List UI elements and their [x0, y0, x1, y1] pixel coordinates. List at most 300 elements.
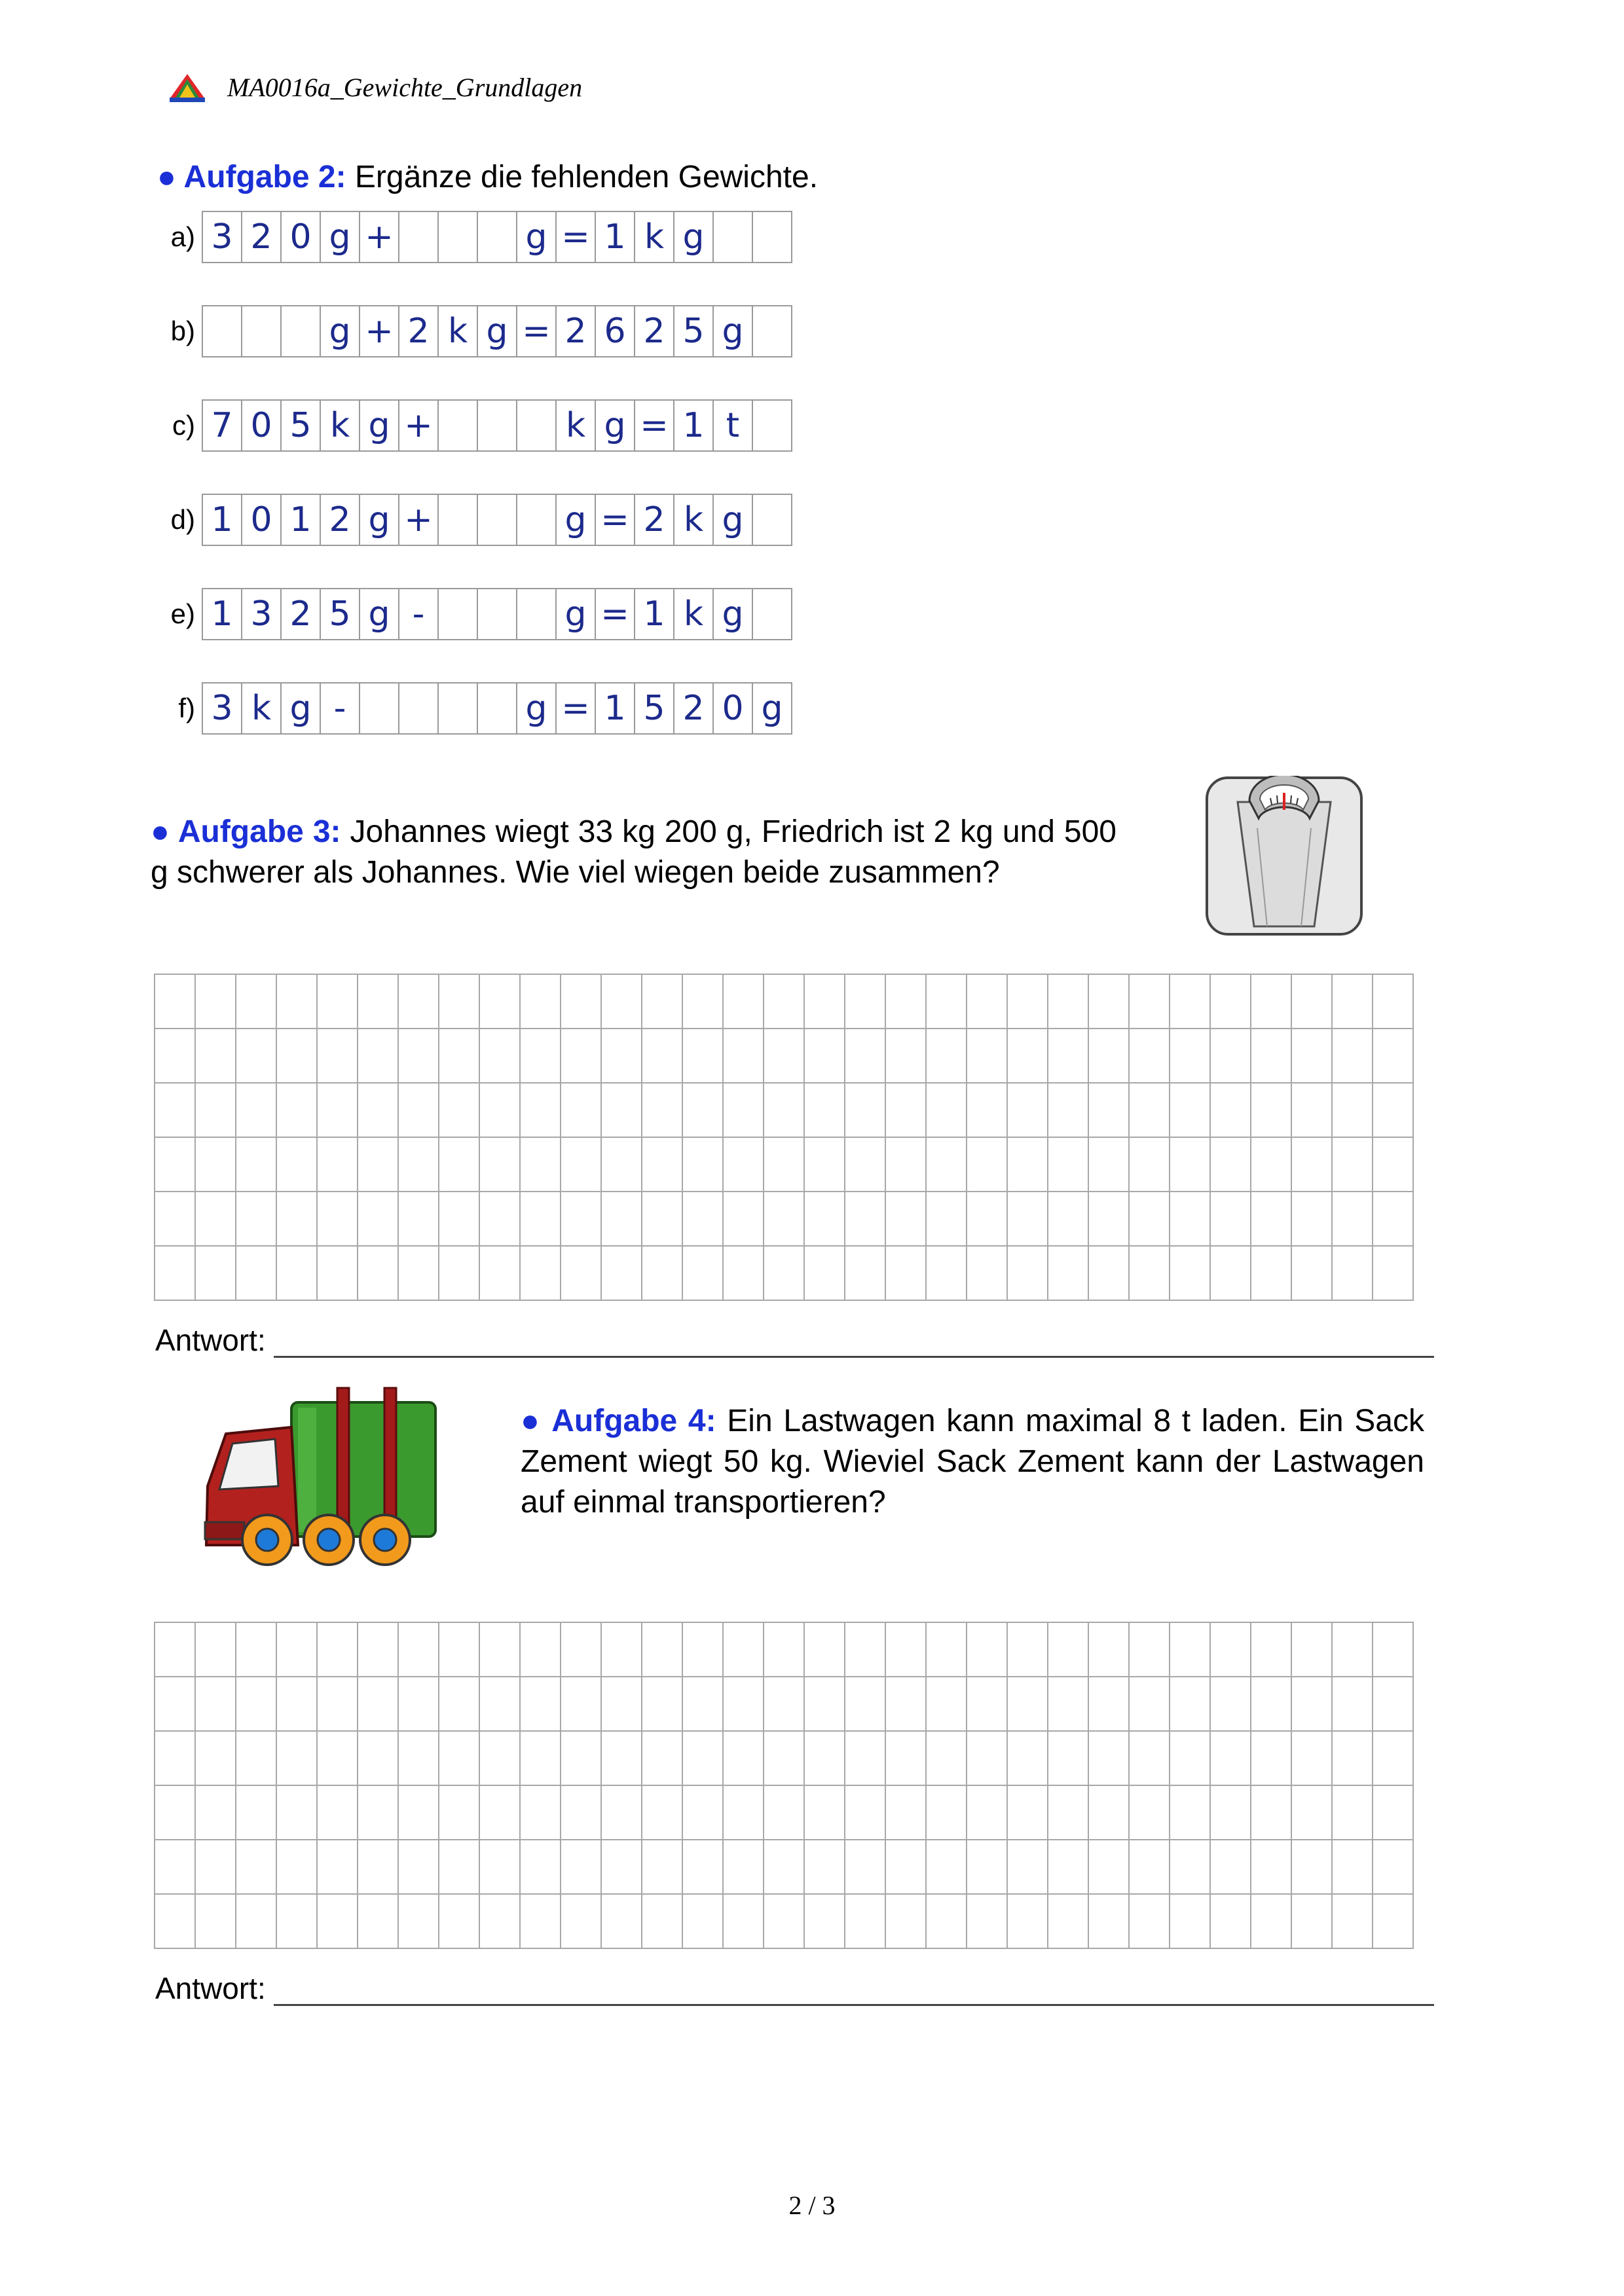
- grid-cell[interactable]: [724, 1786, 764, 1840]
- grid-cell[interactable]: [1251, 1192, 1292, 1247]
- grid-cell[interactable]: [521, 1732, 561, 1786]
- grid-cell[interactable]: [683, 1786, 724, 1840]
- grid-cell[interactable]: [642, 1786, 683, 1840]
- grid-cell[interactable]: [602, 1084, 642, 1138]
- grid-cell[interactable]: [561, 1192, 602, 1247]
- grid-cell[interactable]: [1292, 1677, 1333, 1732]
- grid-cell[interactable]: [1089, 1029, 1130, 1084]
- grid-cell[interactable]: [1373, 975, 1414, 1029]
- grid-cell[interactable]: [967, 1732, 1008, 1786]
- grid-cell[interactable]: [277, 1192, 318, 1247]
- grid-cell[interactable]: [845, 1677, 886, 1732]
- grid-cell[interactable]: [196, 1084, 236, 1138]
- grid-cell[interactable]: [521, 1084, 561, 1138]
- answer-cell[interactable]: [439, 494, 478, 546]
- grid-cell[interactable]: [1008, 1247, 1048, 1301]
- grid-cell[interactable]: [1251, 1029, 1292, 1084]
- grid-cell[interactable]: [1292, 1840, 1333, 1895]
- grid-cell[interactable]: [1008, 1192, 1048, 1247]
- grid-cell[interactable]: [1333, 1786, 1373, 1840]
- grid-cell[interactable]: [236, 1677, 277, 1732]
- grid-cell[interactable]: [967, 1786, 1008, 1840]
- grid-cell[interactable]: [724, 1732, 764, 1786]
- grid-cell[interactable]: [1292, 1895, 1333, 1949]
- answer-cell[interactable]: [282, 305, 321, 357]
- grid-cell[interactable]: [1211, 1138, 1251, 1192]
- grid-cell[interactable]: [155, 1840, 196, 1895]
- grid-cell[interactable]: [845, 1732, 886, 1786]
- grid-cell[interactable]: [764, 1138, 805, 1192]
- grid-cell[interactable]: [845, 1192, 886, 1247]
- grid-cell[interactable]: [1251, 975, 1292, 1029]
- grid-cell[interactable]: [1089, 1138, 1130, 1192]
- grid-cell[interactable]: [724, 975, 764, 1029]
- grid-cell[interactable]: [277, 1138, 318, 1192]
- answer-cell[interactable]: [478, 588, 517, 640]
- grid-cell[interactable]: [967, 1895, 1008, 1949]
- answer-cell[interactable]: [517, 399, 557, 452]
- grid-cell[interactable]: [764, 1623, 805, 1677]
- grid-cell[interactable]: [683, 1084, 724, 1138]
- grid-cell[interactable]: [561, 1840, 602, 1895]
- grid-cell[interactable]: [1048, 975, 1089, 1029]
- grid-cell[interactable]: [602, 1192, 642, 1247]
- grid-cell[interactable]: [1211, 1732, 1251, 1786]
- grid-cell[interactable]: [724, 1623, 764, 1677]
- grid-cell[interactable]: [1048, 1623, 1089, 1677]
- grid-cell[interactable]: [602, 1786, 642, 1840]
- grid-cell[interactable]: [1089, 1623, 1130, 1677]
- grid-cell[interactable]: [886, 1840, 927, 1895]
- answer-cell[interactable]: [478, 494, 517, 546]
- grid-cell[interactable]: [683, 1247, 724, 1301]
- grid-cell[interactable]: [927, 1029, 967, 1084]
- grid-cell[interactable]: [1251, 1895, 1292, 1949]
- grid-cell[interactable]: [236, 1138, 277, 1192]
- grid-cell[interactable]: [967, 1029, 1008, 1084]
- grid-cell[interactable]: [155, 1623, 196, 1677]
- grid-cell[interactable]: [1089, 1786, 1130, 1840]
- grid-cell[interactable]: [1048, 1677, 1089, 1732]
- grid-cell[interactable]: [886, 1084, 927, 1138]
- grid-cell[interactable]: [358, 975, 399, 1029]
- grid-cell[interactable]: [805, 1084, 845, 1138]
- grid-cell[interactable]: [277, 1084, 318, 1138]
- grid-cell[interactable]: [845, 1029, 886, 1084]
- grid-cell[interactable]: [1292, 1138, 1333, 1192]
- grid-cell[interactable]: [602, 1895, 642, 1949]
- grid-cell[interactable]: [561, 1623, 602, 1677]
- grid-cell[interactable]: [196, 1247, 236, 1301]
- grid-cell[interactable]: [1211, 975, 1251, 1029]
- grid-cell[interactable]: [805, 1029, 845, 1084]
- grid-cell[interactable]: [805, 1623, 845, 1677]
- grid-cell[interactable]: [1008, 1677, 1048, 1732]
- grid-cell[interactable]: [318, 1084, 358, 1138]
- grid-cell[interactable]: [602, 975, 642, 1029]
- grid-cell[interactable]: [1333, 1677, 1373, 1732]
- answer-cell[interactable]: [753, 305, 792, 357]
- grid-cell[interactable]: [358, 1138, 399, 1192]
- grid-cell[interactable]: [927, 1192, 967, 1247]
- grid-cell[interactable]: [967, 1840, 1008, 1895]
- grid-cell[interactable]: [399, 1623, 439, 1677]
- grid-cell[interactable]: [927, 975, 967, 1029]
- grid-cell[interactable]: [1089, 1732, 1130, 1786]
- grid-cell[interactable]: [480, 1623, 521, 1677]
- grid-cell[interactable]: [277, 1623, 318, 1677]
- grid-cell[interactable]: [845, 1840, 886, 1895]
- grid-cell[interactable]: [1008, 1895, 1048, 1949]
- grid-cell[interactable]: [318, 1029, 358, 1084]
- grid-cell[interactable]: [1008, 1732, 1048, 1786]
- grid-cell[interactable]: [196, 1677, 236, 1732]
- grid-cell[interactable]: [1130, 1192, 1170, 1247]
- grid-cell[interactable]: [561, 1677, 602, 1732]
- grid-cell[interactable]: [764, 975, 805, 1029]
- grid-cell[interactable]: [480, 1247, 521, 1301]
- grid-cell[interactable]: [236, 1732, 277, 1786]
- grid-cell[interactable]: [683, 1732, 724, 1786]
- grid-cell[interactable]: [1008, 1840, 1048, 1895]
- grid-cell[interactable]: [358, 1732, 399, 1786]
- grid-cell[interactable]: [1130, 1895, 1170, 1949]
- grid-cell[interactable]: [439, 1623, 480, 1677]
- grid-cell[interactable]: [521, 1623, 561, 1677]
- grid-cell[interactable]: [318, 1895, 358, 1949]
- grid-cell[interactable]: [439, 1029, 480, 1084]
- grid-cell[interactable]: [439, 1895, 480, 1949]
- grid-cell[interactable]: [1211, 1840, 1251, 1895]
- grid-cell[interactable]: [1373, 1677, 1414, 1732]
- grid-cell[interactable]: [1292, 1247, 1333, 1301]
- answer-cell[interactable]: [478, 399, 517, 452]
- grid-cell[interactable]: [602, 1138, 642, 1192]
- grid-cell[interactable]: [1292, 1029, 1333, 1084]
- grid-cell[interactable]: [1048, 1732, 1089, 1786]
- grid-cell[interactable]: [1170, 975, 1211, 1029]
- grid-cell[interactable]: [399, 1786, 439, 1840]
- grid-cell[interactable]: [1211, 1029, 1251, 1084]
- grid-cell[interactable]: [1333, 1895, 1373, 1949]
- grid-cell[interactable]: [1170, 1840, 1211, 1895]
- grid-cell[interactable]: [521, 1192, 561, 1247]
- grid-cell[interactable]: [521, 1840, 561, 1895]
- grid-cell[interactable]: [318, 1192, 358, 1247]
- answer-cell[interactable]: [439, 588, 478, 640]
- grid-cell[interactable]: [1211, 1895, 1251, 1949]
- grid-cell[interactable]: [967, 1192, 1008, 1247]
- grid-cell[interactable]: [1170, 1138, 1211, 1192]
- grid-cell[interactable]: [521, 1247, 561, 1301]
- grid-cell[interactable]: [561, 1084, 602, 1138]
- grid-cell[interactable]: [399, 1840, 439, 1895]
- answer-cell[interactable]: [753, 588, 792, 640]
- task4-work-grid[interactable]: [154, 1622, 1414, 1949]
- grid-cell[interactable]: [277, 975, 318, 1029]
- grid-cell[interactable]: [196, 1732, 236, 1786]
- grid-cell[interactable]: [155, 1192, 196, 1247]
- grid-cell[interactable]: [967, 1677, 1008, 1732]
- grid-cell[interactable]: [1292, 1192, 1333, 1247]
- grid-cell[interactable]: [155, 1029, 196, 1084]
- grid-cell[interactable]: [358, 1247, 399, 1301]
- grid-cell[interactable]: [724, 1247, 764, 1301]
- grid-cell[interactable]: [1130, 1677, 1170, 1732]
- grid-cell[interactable]: [196, 1029, 236, 1084]
- grid-cell[interactable]: [1211, 1623, 1251, 1677]
- grid-cell[interactable]: [1373, 1895, 1414, 1949]
- answer-cell[interactable]: [478, 211, 517, 263]
- grid-cell[interactable]: [1130, 1840, 1170, 1895]
- grid-cell[interactable]: [1170, 1192, 1211, 1247]
- grid-cell[interactable]: [886, 1138, 927, 1192]
- grid-cell[interactable]: [845, 1786, 886, 1840]
- grid-cell[interactable]: [1373, 1029, 1414, 1084]
- grid-cell[interactable]: [318, 1677, 358, 1732]
- answer-cell[interactable]: [517, 494, 557, 546]
- grid-cell[interactable]: [196, 1192, 236, 1247]
- grid-cell[interactable]: [1251, 1677, 1292, 1732]
- grid-cell[interactable]: [439, 1840, 480, 1895]
- grid-cell[interactable]: [642, 1192, 683, 1247]
- grid-cell[interactable]: [1251, 1840, 1292, 1895]
- grid-cell[interactable]: [561, 1895, 602, 1949]
- grid-cell[interactable]: [1130, 1247, 1170, 1301]
- grid-cell[interactable]: [1211, 1677, 1251, 1732]
- answer-cell[interactable]: [439, 211, 478, 263]
- grid-cell[interactable]: [886, 1623, 927, 1677]
- grid-cell[interactable]: [196, 1623, 236, 1677]
- grid-cell[interactable]: [927, 1732, 967, 1786]
- grid-cell[interactable]: [927, 1247, 967, 1301]
- grid-cell[interactable]: [642, 1732, 683, 1786]
- grid-cell[interactable]: [1211, 1247, 1251, 1301]
- grid-cell[interactable]: [1008, 1138, 1048, 1192]
- grid-cell[interactable]: [480, 1029, 521, 1084]
- grid-cell[interactable]: [602, 1677, 642, 1732]
- grid-cell[interactable]: [967, 1084, 1008, 1138]
- grid-cell[interactable]: [196, 1138, 236, 1192]
- grid-cell[interactable]: [602, 1029, 642, 1084]
- grid-cell[interactable]: [318, 1732, 358, 1786]
- grid-cell[interactable]: [1048, 1840, 1089, 1895]
- grid-cell[interactable]: [1333, 1247, 1373, 1301]
- grid-cell[interactable]: [1333, 1029, 1373, 1084]
- grid-cell[interactable]: [358, 1084, 399, 1138]
- grid-cell[interactable]: [642, 1677, 683, 1732]
- grid-cell[interactable]: [521, 1029, 561, 1084]
- grid-cell[interactable]: [764, 1840, 805, 1895]
- grid-cell[interactable]: [1130, 1084, 1170, 1138]
- grid-cell[interactable]: [927, 1084, 967, 1138]
- grid-cell[interactable]: [1089, 1247, 1130, 1301]
- grid-cell[interactable]: [967, 975, 1008, 1029]
- grid-cell[interactable]: [480, 1192, 521, 1247]
- grid-cell[interactable]: [480, 975, 521, 1029]
- grid-cell[interactable]: [277, 1247, 318, 1301]
- grid-cell[interactable]: [1373, 1084, 1414, 1138]
- grid-cell[interactable]: [805, 1732, 845, 1786]
- grid-cell[interactable]: [642, 1623, 683, 1677]
- grid-cell[interactable]: [1251, 1138, 1292, 1192]
- grid-cell[interactable]: [196, 1840, 236, 1895]
- grid-cell[interactable]: [967, 1623, 1008, 1677]
- grid-cell[interactable]: [764, 1192, 805, 1247]
- grid-cell[interactable]: [439, 975, 480, 1029]
- answer-cell[interactable]: [242, 305, 282, 357]
- grid-cell[interactable]: [318, 975, 358, 1029]
- grid-cell[interactable]: [1089, 1840, 1130, 1895]
- grid-cell[interactable]: [886, 975, 927, 1029]
- grid-cell[interactable]: [967, 1247, 1008, 1301]
- grid-cell[interactable]: [683, 975, 724, 1029]
- grid-cell[interactable]: [480, 1732, 521, 1786]
- grid-cell[interactable]: [155, 1247, 196, 1301]
- grid-cell[interactable]: [439, 1786, 480, 1840]
- grid-cell[interactable]: [480, 1895, 521, 1949]
- grid-cell[interactable]: [642, 1840, 683, 1895]
- grid-cell[interactable]: [318, 1623, 358, 1677]
- grid-cell[interactable]: [236, 1247, 277, 1301]
- grid-cell[interactable]: [521, 1786, 561, 1840]
- grid-cell[interactable]: [1008, 1084, 1048, 1138]
- grid-cell[interactable]: [1333, 1192, 1373, 1247]
- grid-cell[interactable]: [236, 1623, 277, 1677]
- grid-cell[interactable]: [845, 1138, 886, 1192]
- grid-cell[interactable]: [1048, 1138, 1089, 1192]
- grid-cell[interactable]: [1333, 975, 1373, 1029]
- grid-cell[interactable]: [764, 1677, 805, 1732]
- grid-cell[interactable]: [1089, 1192, 1130, 1247]
- grid-cell[interactable]: [1170, 1623, 1211, 1677]
- task4-answer-line[interactable]: [274, 2001, 1434, 2006]
- grid-cell[interactable]: [439, 1677, 480, 1732]
- grid-cell[interactable]: [318, 1138, 358, 1192]
- grid-cell[interactable]: [1373, 1138, 1414, 1192]
- grid-cell[interactable]: [683, 1677, 724, 1732]
- grid-cell[interactable]: [521, 1895, 561, 1949]
- answer-cell[interactable]: [478, 682, 517, 735]
- grid-cell[interactable]: [927, 1840, 967, 1895]
- grid-cell[interactable]: [805, 1786, 845, 1840]
- grid-cell[interactable]: [886, 1732, 927, 1786]
- grid-cell[interactable]: [155, 1786, 196, 1840]
- grid-cell[interactable]: [642, 1247, 683, 1301]
- grid-cell[interactable]: [277, 1786, 318, 1840]
- grid-cell[interactable]: [642, 975, 683, 1029]
- grid-cell[interactable]: [236, 1192, 277, 1247]
- grid-cell[interactable]: [764, 1247, 805, 1301]
- grid-cell[interactable]: [561, 1247, 602, 1301]
- grid-cell[interactable]: [886, 1895, 927, 1949]
- grid-cell[interactable]: [561, 975, 602, 1029]
- grid-cell[interactable]: [196, 1895, 236, 1949]
- grid-cell[interactable]: [1251, 1786, 1292, 1840]
- grid-cell[interactable]: [845, 975, 886, 1029]
- grid-cell[interactable]: [561, 1786, 602, 1840]
- grid-cell[interactable]: [1048, 1192, 1089, 1247]
- grid-cell[interactable]: [236, 1786, 277, 1840]
- grid-cell[interactable]: [1170, 1029, 1211, 1084]
- grid-cell[interactable]: [927, 1895, 967, 1949]
- grid-cell[interactable]: [724, 1840, 764, 1895]
- grid-cell[interactable]: [1008, 1029, 1048, 1084]
- grid-cell[interactable]: [886, 1029, 927, 1084]
- grid-cell[interactable]: [1008, 975, 1048, 1029]
- answer-cell[interactable]: [399, 682, 439, 735]
- grid-cell[interactable]: [642, 1029, 683, 1084]
- grid-cell[interactable]: [683, 1895, 724, 1949]
- grid-cell[interactable]: [155, 1732, 196, 1786]
- grid-cell[interactable]: [764, 1732, 805, 1786]
- grid-cell[interactable]: [1373, 1732, 1414, 1786]
- grid-cell[interactable]: [642, 1895, 683, 1949]
- answer-cell[interactable]: [753, 211, 792, 263]
- grid-cell[interactable]: [358, 1677, 399, 1732]
- grid-cell[interactable]: [277, 1895, 318, 1949]
- grid-cell[interactable]: [1170, 1732, 1211, 1786]
- grid-cell[interactable]: [724, 1084, 764, 1138]
- grid-cell[interactable]: [155, 1138, 196, 1192]
- grid-cell[interactable]: [1373, 1623, 1414, 1677]
- grid-cell[interactable]: [399, 1677, 439, 1732]
- grid-cell[interactable]: [602, 1623, 642, 1677]
- grid-cell[interactable]: [439, 1138, 480, 1192]
- grid-cell[interactable]: [358, 1623, 399, 1677]
- grid-cell[interactable]: [1048, 1786, 1089, 1840]
- grid-cell[interactable]: [724, 1192, 764, 1247]
- grid-cell[interactable]: [1130, 1623, 1170, 1677]
- grid-cell[interactable]: [805, 1247, 845, 1301]
- grid-cell[interactable]: [399, 1732, 439, 1786]
- grid-cell[interactable]: [399, 1138, 439, 1192]
- grid-cell[interactable]: [683, 1840, 724, 1895]
- grid-cell[interactable]: [642, 1084, 683, 1138]
- grid-cell[interactable]: [805, 975, 845, 1029]
- grid-cell[interactable]: [1130, 1732, 1170, 1786]
- grid-cell[interactable]: [683, 1623, 724, 1677]
- grid-cell[interactable]: [1130, 1029, 1170, 1084]
- grid-cell[interactable]: [236, 975, 277, 1029]
- grid-cell[interactable]: [318, 1786, 358, 1840]
- grid-cell[interactable]: [602, 1247, 642, 1301]
- grid-cell[interactable]: [439, 1192, 480, 1247]
- grid-cell[interactable]: [602, 1732, 642, 1786]
- grid-cell[interactable]: [1373, 1840, 1414, 1895]
- grid-cell[interactable]: [886, 1786, 927, 1840]
- grid-cell[interactable]: [602, 1840, 642, 1895]
- grid-cell[interactable]: [236, 1840, 277, 1895]
- grid-cell[interactable]: [1251, 1732, 1292, 1786]
- grid-cell[interactable]: [1089, 975, 1130, 1029]
- grid-cell[interactable]: [561, 1732, 602, 1786]
- answer-cell[interactable]: [753, 494, 792, 546]
- grid-cell[interactable]: [845, 1895, 886, 1949]
- grid-cell[interactable]: [845, 1623, 886, 1677]
- grid-cell[interactable]: [1292, 1623, 1333, 1677]
- grid-cell[interactable]: [724, 1029, 764, 1084]
- grid-cell[interactable]: [1130, 1786, 1170, 1840]
- grid-cell[interactable]: [1170, 1247, 1211, 1301]
- grid-cell[interactable]: [1251, 1247, 1292, 1301]
- grid-cell[interactable]: [1292, 975, 1333, 1029]
- grid-cell[interactable]: [439, 1247, 480, 1301]
- grid-cell[interactable]: [1373, 1786, 1414, 1840]
- grid-cell[interactable]: [927, 1786, 967, 1840]
- grid-cell[interactable]: [1333, 1084, 1373, 1138]
- grid-cell[interactable]: [764, 1029, 805, 1084]
